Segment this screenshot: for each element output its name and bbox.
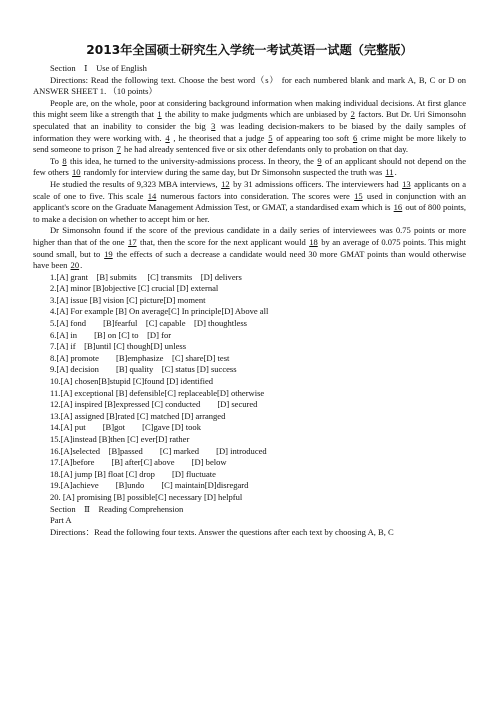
blank-12: 12 — [221, 178, 230, 189]
passage-paragraph-4: Dr Simonsohn found if the score of the previous candidate in a daily series of interviewees was 0.75 points or more higher than that of the one 17 that, then the score for the next applicant would 18 by an average of 0.075 points. This might sound small, but to 19 the effects of such a decrease a candidate would need 30 more GMAT points than would otherwise have been 20. — [33, 225, 466, 271]
option-line-17: 17.[A]before [B] after[C] above [D] below — [50, 457, 227, 468]
blank-20: 20 — [70, 260, 80, 271]
option-line-11: 11.[A] exceptional [B] defensible[C] replaceable[D] otherwise — [50, 387, 265, 398]
answer-options-list — [33, 272, 466, 504]
page-title: 2013年全国硕士研究生入学统一考试英语一试题（完整版） — [86, 43, 413, 57]
blank-8: 8 — [62, 155, 67, 166]
option-line-6: 6.[A] in [B] on [C] to [D] for — [50, 329, 172, 340]
option-line-12: 12.[A] inspired [B]expressed [C] conducted [D] secured — [50, 399, 258, 410]
option-line-8: 8.[A] promote [B]emphasize [C] share[D] test — [50, 352, 230, 363]
part-a-heading: Part A — [50, 515, 72, 526]
option-line-15: 15.[A]instead [B]then [C] ever[D] rather — [50, 434, 190, 444]
option-line-16: 16.[A]selected [B]passed [C] marked [D] introduced — [50, 445, 267, 456]
option-line-1: 1.[A] grant [B] submits [C] transmits [D] delivers — [50, 271, 242, 282]
option-line-7: 7.[A] if [B]until [C] though[D] unless — [50, 341, 187, 352]
blank-7: 7 — [116, 144, 121, 155]
directions-2: Directions：Read the following four texts. Answer the questions after each text by choosing A, B, C — [50, 526, 394, 537]
blank-14: 14 — [147, 190, 157, 201]
section-2-heading: Section Ⅱ Reading Comprehension — [50, 503, 184, 514]
blank-3: 3 — [211, 120, 216, 131]
option-line-9: 9.[A] decision [B] quality [C] status [D] success — [50, 364, 237, 375]
blank-10: 10 — [71, 167, 81, 178]
blank-9: 9 — [317, 155, 322, 166]
blank-1: 1 — [157, 109, 162, 120]
option-line-5: 5.[A] fond [B]fearful [C] capable [D] thoughtless — [50, 318, 247, 329]
blank-6: 6 — [352, 132, 358, 143]
option-line-13: 13.[A] assigned [B]rated [C] matched [D] arranged — [50, 410, 226, 421]
blank-17: 17 — [128, 236, 137, 247]
blank-4: 4 — [165, 132, 170, 143]
blank-11: 11 — [385, 167, 394, 178]
blank-19: 19 — [104, 248, 113, 259]
option-line-19: 19.[A]achieve [B]undo [C] maintain[D]disregard — [50, 480, 249, 491]
passage-paragraph-1: People are, on the whole, poor at considering background information when making individual decisions. At first glance this might seem like a strength that 1 the ability to make judgments which are unbiased by 2 factors. But Dr. Uri Simonsohn speculated that an inability to consider the big 3 was leading decision-makers to be biased by the daily samples of information they were working with. 4 , he theorised that a judge 5 of appearing too soft 6 crime might be more likely to send someone to prison 7 he had already sentenced five or six other defendants only to probation on that day. — [33, 97, 467, 155]
option-line-20: 20. [A] promising [B] possible[C] necessary [D] helpful — [50, 491, 243, 502]
blank-13: 13 — [402, 178, 411, 189]
blank-15: 15 — [354, 190, 363, 201]
option-line-10: 10.[A] chosen[B]stupid [C]found [D] identified — [50, 376, 214, 387]
section-1-heading: Section Ⅰ Use of English — [50, 63, 147, 73]
option-line-2: 2.[A] minor [B]objective [C] crucial [D] external — [50, 283, 219, 294]
blank-5: 5 — [268, 132, 273, 143]
passage-paragraph-2: To 8 this idea, he turned to the university-admissions process. In theory, the 9 of an applicant should not depend on the few others 10 randomly for interview during the same day, but Dr Simonsohn suspected the truth was 11. — [33, 155, 466, 178]
blank-16: 16 — [393, 202, 403, 213]
blank-2: 2 — [350, 109, 355, 120]
option-line-14: 14.[A] put [B]got [C]gave [D] took — [50, 422, 201, 433]
blank-18: 18 — [309, 236, 318, 247]
directions-1: Directions: Read the following text. Choose the best word（s） for each numbered blank and mark A, B, C or D on ANSWER SHEET 1. （10 points） — [33, 74, 466, 97]
option-line-3: 3.[A] issue [B] vision [C] picture[D] moment — [50, 294, 206, 305]
passage-paragraph-3: He studied the results of 9,323 MBA interviews, 12 by 31 admissions officers. The interviewers had 13 applicants on a scale of one to five. This scale 14 numerous factors into consideration. The scores were 15 used in conjunction with an applicant's score on the Graduate Management Admission Test, or GMAT, a standardised exam which is 16 out of 800 points, to make a decision on whether to accept him or her. — [33, 178, 466, 224]
option-line-4: 4.[A] For example [B] On average[C] In principle[D] Above all — [50, 306, 269, 317]
option-line-18: 18.[A] jump [B] float [C] drop [D] fluctuate — [50, 468, 216, 479]
